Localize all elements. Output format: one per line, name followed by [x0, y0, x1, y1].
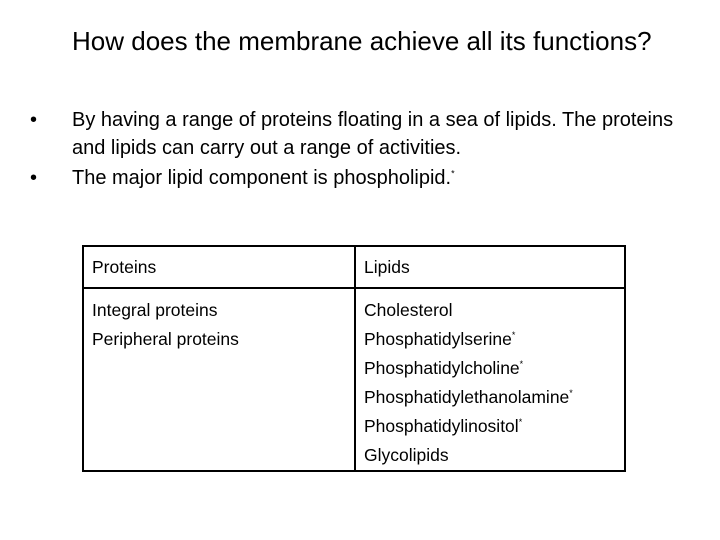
lipid-name: Phosphatidylserine [364, 329, 512, 349]
bullet-text: By having a range of proteins floating in a sea of lipids. The proteins and lipids can carry out a range of activities. [72, 109, 674, 159]
lipid-name: Glycolipids [364, 445, 449, 465]
footnote-marker: * [569, 388, 573, 399]
footnote-marker: * [511, 330, 516, 341]
membrane-components-table [82, 245, 626, 472]
list-item [364, 325, 616, 354]
table-header-row [83, 246, 625, 288]
list-item [364, 354, 616, 383]
lipid-name: Phosphatidylethanolamine [364, 387, 570, 407]
table-row [83, 288, 625, 471]
list-item: Integral proteins [92, 300, 218, 320]
list-item [364, 441, 616, 470]
footnote-marker: * [451, 168, 455, 179]
bullet-dot-icon: • [30, 167, 38, 189]
header-proteins: Proteins [83, 246, 355, 288]
footnote-marker: * [519, 359, 524, 370]
lipids-cell [355, 288, 625, 471]
footnote-marker: * [518, 417, 523, 428]
proteins-cell [83, 288, 355, 471]
bullet-dot-icon: • [30, 109, 38, 131]
list-item: Peripheral proteins [92, 329, 239, 349]
bullet-text: The major lipid component is phospholipid. [72, 167, 452, 189]
lipid-name: Phosphatidylinositol [364, 416, 519, 436]
bullet-item [30, 164, 700, 192]
bullet-item [30, 106, 700, 162]
list-item [364, 412, 616, 441]
lipid-name: Cholesterol [364, 300, 453, 320]
list-item [364, 296, 616, 325]
slide-title: How does the membrane achieve all its functions? [72, 26, 652, 56]
bullet-list [30, 106, 700, 194]
list-item [364, 383, 616, 412]
lipid-name: Phosphatidylcholine [364, 358, 520, 378]
header-lipids: Lipids [355, 246, 625, 288]
